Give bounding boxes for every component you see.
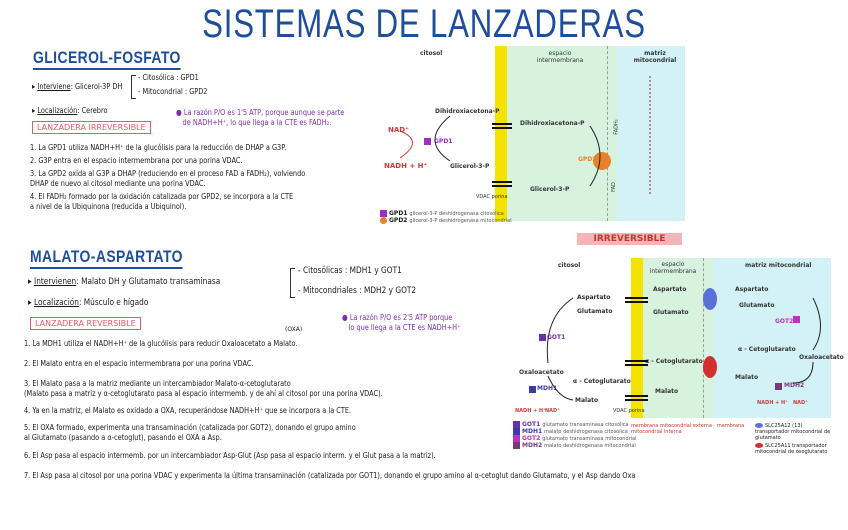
glicerol-step: DHAP de nuevo al citosol mediante una porina VDAC. [30, 179, 206, 188]
mdh2-label: MDH2 [784, 382, 805, 389]
glutamato-right: Glutamato [739, 302, 775, 309]
brace [290, 268, 295, 298]
localizacion-value: : Músculo e hígado [78, 298, 149, 308]
vdac-label: VDAC porina [476, 194, 508, 200]
diagram2-legend [513, 421, 637, 449]
membrana-int-label: membrana mitocondrial interna [631, 423, 745, 435]
citosol-label: citosol [558, 262, 581, 269]
glicerol-step: 1. La GPD1 utiliza NADH+H⁺ de la glucólisis para la reducción de DHAP a G3P. [30, 143, 287, 152]
glicerol-step: 3. La GPD2 oxida al G3P a DHAP (reduciendo en el proceso FAD a FADH₂), volviendo [30, 169, 306, 178]
intervienen-label: Intervienen [34, 277, 77, 287]
glicerol-step: a nivel de la Ubiquinona (reducida a Ubiquinol). [30, 202, 187, 211]
fadh2-label: FADH₂ [613, 119, 620, 135]
got1-label: GOT1 [547, 334, 566, 341]
glicerol-type-badge: LANZADERA IRREVERSIBLE [32, 121, 151, 134]
glicerol-intervienen: ▸ Interviene: Glicerol-3P DH [32, 82, 123, 91]
glicerol-note: ● La razón P/O es 1'5 ATP, porque aunque se parte de NADH+H⁺, lo que llega a la CTE es FADH₂. [176, 108, 345, 127]
got2-label: GOT2 [775, 318, 794, 325]
legend-desc: malato deshidrogenasa mitocondrial [544, 443, 636, 449]
malato-step: 3. El Malato pasa a la matriz mediante un intercambiador Malato-α-cetoglutarato [24, 379, 291, 388]
diagram1-legend [380, 210, 512, 224]
legend-key: MDH2 [522, 442, 543, 449]
malato-branch-mito: - Mitocondriales : MDH2 y GOT2 [298, 286, 417, 296]
legend-swatch [513, 442, 520, 449]
malato-right: Malato [735, 374, 759, 381]
intervienen-value: : Glicerol-3P DH [70, 82, 123, 91]
legend2-key: GPD2 [389, 217, 408, 224]
legend-swatch [513, 421, 520, 428]
intervienen-label: Interviene [37, 82, 71, 91]
legend-desc: malato deshidrogenasa citosólica [544, 429, 628, 435]
membrana-ext-label: membrana mitocondrial externa [631, 423, 713, 429]
malato-heading: MALATO-ASPARTATO [30, 247, 183, 266]
malato-step: 2. El Malato entra en el espacio intermembrana por una porina VDAC. [24, 359, 254, 368]
malato-mid: Malato [655, 388, 679, 395]
malato-note-line1: La razón P/O es 2'5 ATP porque [349, 313, 453, 322]
nad-left: NAD⁺ [545, 408, 560, 414]
legend-key: GOT2 [522, 435, 541, 442]
oxaloacetato-left: Oxaloacetato [519, 369, 564, 376]
localizacion-value: : Cerebro [77, 106, 108, 115]
glicerol-branch-cito: - Citosólica : GPD1 [138, 73, 199, 82]
legend1-desc: glicerol-3-P deshidrogenasa citosólica [409, 211, 504, 217]
dhap-left: Dihidroxiacetona-P [435, 108, 500, 115]
legend1-key: GPD1 [389, 210, 408, 217]
membrane-notes: membrana mitocondrial externa · membrana mitocondrial interna [631, 423, 745, 435]
transporter2-label: SLC25A11 transportador mitocondrial de oxoglutarato [755, 443, 828, 455]
gpd2-label: GPD2 [578, 156, 597, 163]
malato-step: 7. El Asp pasa al citosol por una porina VDAC y experimenta la última transaminación (catalizada por GOT1), donando el grupo amino al α-cetoglut dando Glutamato, y el Asp dando Oxa [24, 471, 636, 480]
aspartato-left: Aspartato [577, 294, 611, 301]
localizacion-label: Localización [34, 298, 79, 308]
cetoglutarato-left: α - Cetoglutarato [573, 378, 631, 385]
malato-step: al Glutamato (pasando a α-cetoglut), pasando el OXA a Asp. [24, 433, 222, 442]
aspartato-mid: Aspartato [653, 286, 687, 293]
legend2-desc: glicerol-3-P deshidrogenasa mitocondrial [409, 218, 512, 224]
legend-row [513, 421, 637, 428]
aspartato-right: Aspartato [735, 286, 769, 293]
malato-step: (Malato pasa a matriz y α-cetoglutarato pasa al espacio intermemb. y de ahí al citosol por una porina VDAC). [24, 389, 383, 398]
legend-desc: glutamato transaminasa mitocondrial [542, 436, 637, 442]
glutamato-left: Glutamato [577, 308, 613, 315]
intervienen-value: : Malato DH y Glutamato transaminasa [76, 277, 221, 287]
legend-row [513, 435, 637, 442]
cetoglutarato-right: α - Cetoglutarato [738, 346, 796, 353]
legend-swatch [755, 443, 763, 448]
glutamato-mid: Glutamato [653, 309, 689, 316]
mdh1-label: MDH1 [537, 385, 558, 392]
irreversible-tag: IRREVERSIBLE [577, 233, 682, 245]
legend-swatch [513, 428, 520, 435]
oxaloacetato-right: Oxaloacetato [799, 354, 844, 361]
vdac-label: VDAC porina [613, 408, 645, 414]
malato-step: 6. El Asp pasa al espacio intermemb. por un intercambiador Asp-Glut (Asp pasa al espacio interm. y el Glut pasa a la matriz). [24, 451, 436, 460]
nad-label: NAD⁺ [388, 126, 409, 134]
malato-diagram [513, 258, 844, 463]
glicerol-note-line2: de NADH+H⁺, lo que llega a la CTE es FADH₂. [182, 118, 332, 127]
malato-step: 1. La MDH1 utiliza el NADH+H⁺ de la glucólisis para reducir Oxaloacetato a Malato. [24, 339, 298, 348]
malato-left: Malato [575, 397, 599, 404]
legend-key: MDH1 [522, 428, 543, 435]
matriz-label: matriz mitocondrial [633, 50, 677, 64]
malato-intervienen: ▸ Intervienen: Malato DH y Glutamato transaminasa [28, 277, 221, 287]
dhap-right: Dihidroxiacetona-P [520, 120, 585, 127]
legend-swatch [380, 210, 387, 217]
cetoglutarato-mid: α - Cetoglutarato [645, 358, 703, 365]
legend-desc: glutamato transaminasa citosólica [542, 422, 629, 428]
malato-localizacion: ▸ Localización: Músculo e hígado [28, 298, 149, 308]
espacio-label: espacio intermembrana [649, 261, 697, 275]
malato-note: ● La razón P/O es 2'5 ATP porque lo que llega a la CTE es NADH+H⁺ [342, 313, 461, 332]
matriz-label: matriz mitocondrial [745, 262, 812, 269]
oxa-tag: (OXA) [285, 326, 303, 333]
gpd1-label: GPD1 [434, 138, 453, 145]
glicerol-diagram [380, 46, 685, 244]
legend-row [513, 442, 637, 449]
malato-step: 5. El OXA formado, experimenta una transaminación (catalizada por GOT2), donando el grupo amino [24, 423, 356, 432]
fad-label: FAD [610, 182, 617, 192]
page-title: SISTEMAS DE LANZADERAS [202, 2, 646, 46]
espacio-label: espacio intermembrana [536, 50, 584, 64]
glicerol-heading: GLICEROL-FOSFATO [33, 48, 181, 67]
legend-swatch [755, 423, 763, 428]
nadh-right: NADH + H⁺ [757, 400, 788, 406]
malato-type-badge: LANZADERA REVERSIBLE [30, 317, 141, 330]
legend-key: GOT1 [522, 421, 541, 428]
malato-branch-cito: - Citosólicas : MDH1 y GOT1 [298, 266, 402, 276]
brace [131, 75, 136, 99]
glicerol-steps [30, 143, 375, 212]
localizacion-label: Localización [37, 106, 78, 115]
glicerol-localizacion: ▸ Localización: Cerebro [32, 106, 108, 115]
malato-step: 4. Ya en la matriz, el Malato es oxidado a OXA, recuperándose NADH+H⁺ que se incorpora a la CTE. [24, 406, 352, 415]
transporter-legend [755, 423, 831, 455]
g3p-left: Glicerol-3-P [450, 163, 490, 170]
legend-swatch [380, 217, 387, 224]
nadh-label: NADH + H⁺ [384, 162, 428, 170]
glicerol-step: 4. El FADH₂ formado por la oxidación catalizada por GPD2, se incorpora a la CTE [30, 192, 294, 201]
citosol-label: citosol [420, 50, 443, 57]
diagram1-arrows [380, 46, 685, 221]
diagram2-arrows [513, 258, 831, 418]
malato-note-line2: lo que llega a la CTE es NADH+H⁺ [348, 323, 461, 332]
nadh-left: NADH + H⁺ [515, 408, 546, 414]
glicerol-note-line1: La razón P/O es 1'5 ATP, porque aunque se parte [183, 108, 345, 117]
glicerol-step: 2. G3P entra en el espacio intermembrana por una porina VDAC. [30, 156, 243, 165]
g3p-right: Glicerol-3-P [530, 186, 570, 193]
nad-right: NAD⁺ [793, 400, 808, 406]
glicerol-branch-mito: - Mitocondrial : GPD2 [138, 87, 208, 96]
legend-row [513, 428, 637, 435]
transporter1-label: SLC25A12 (13) transportador mitocondrial de glutamato [755, 423, 831, 441]
legend-swatch [513, 435, 520, 442]
